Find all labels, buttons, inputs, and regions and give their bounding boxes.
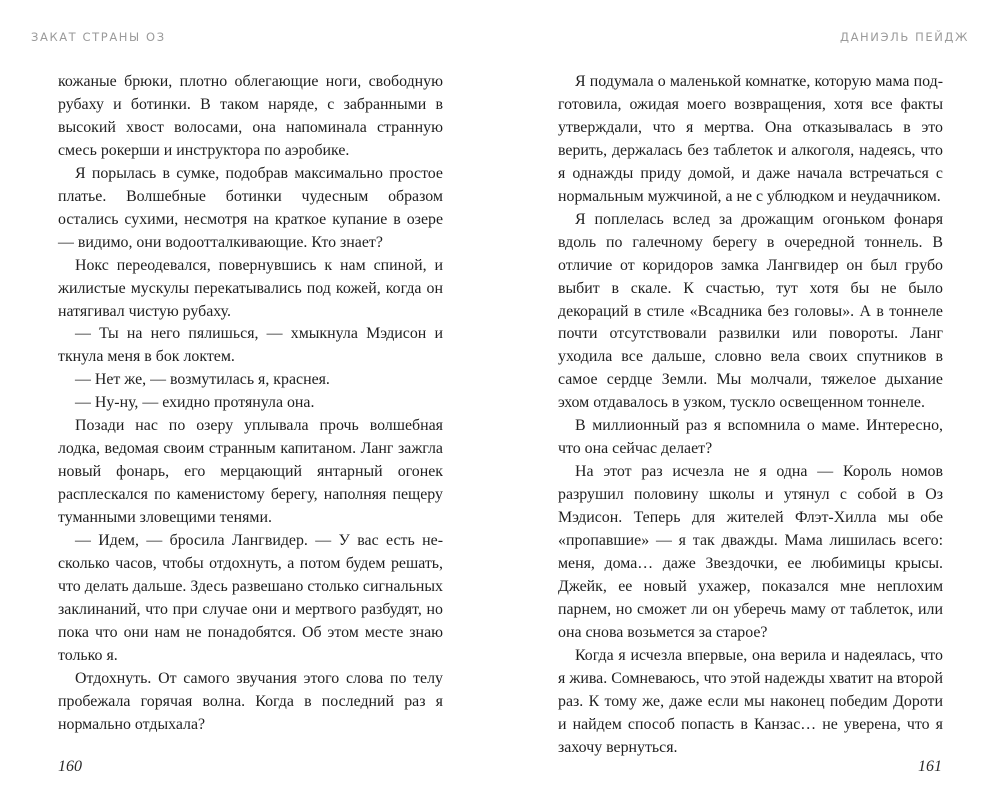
paragraph: — Ну-ну, — ехидно протянула она. (75, 394, 315, 412)
paragraph: В миллионный раз я вспомнила о маме. Интересно, что она сейчас делает? (558, 417, 943, 458)
paragraph: кожаные брюки, плотно облегающие ноги, свободную рубаху и ботинки. В таком наряде, с забранными в высокий хвост волосами, она напоминала странную смесь рокерши и инструктора по аэробике. (58, 73, 443, 159)
paragraph: На этот раз исчезла не я одна — Король номов разрушил половину школы и утянул с собой в Оз Мэдисон. Теперь для жителей Флэт-Хилла мы обе «пропавшие» — я так дважды. Мама лишилась всего: меня, дома… даже Звездочки, ее любимицы крысы. Джейк, ее новый ухажер, показался мне неплохим парнем, но сможет ли он уберечь маму от таблеток, или она снова возьмется за старое? (558, 463, 943, 641)
paragraph: Отдохнуть. От самого звучания этого слова по телу пробежала горячая волна. Когда в последний раз я нормально отдыхала? (58, 669, 443, 733)
paragraph: Я порылась в сумке, подобрав максимально простое платье. Волшебные ботинки чудесным образом остались сухими, несмотря на краткое купание в озере — видимо, они водоотталкивающие. Кто знает? (58, 164, 443, 251)
right-page (500, 0, 1000, 800)
paragraph: — Нет же, — возмутилась я, краснея. (75, 371, 330, 389)
left-page-text (58, 71, 443, 737)
left-page-number: 160 (58, 758, 82, 775)
left-running-head: ЗАКАТ СТРАНЫ ОЗ (31, 30, 166, 44)
right-page-number: 161 (918, 758, 942, 775)
right-page-text (558, 71, 943, 760)
paragraph: — Ты на него пялишься, — хмыкнула Мэдисон и ткнула меня в бок локтем. (58, 325, 443, 366)
paragraph: Позади нас по озеру уплывала прочь волшебная лодка, ведомая своим странным капитаном. Ланг зажгла новый фонарь, его мерцающий янтарный огонек расплескался по каменистому берегу, наполняя пещеру туманными зловещими тенями. (58, 417, 443, 527)
paragraph: Нокс переодевался, повернувшись к нам спиной, и жилистые мускулы перекатывались под кожей, когда он натягивал чистую рубаху. (58, 256, 443, 320)
paragraph: Я подумала о маленькой комнатке, которую мама подготовила, ожидая моего возвращения, хотя все факты утверждали, что я мертва. Она отказывалась в это верить, держалась без таблеток и алкоголя, надеясь, что я однажды приду домой, и даже начала встречаться с нормальным мужчиной, а не с ублюдком и неудачником. (558, 73, 943, 205)
paragraph: — Идем, — бросила Лангвидер. — У вас есть несколько часов, чтобы отдохнуть, а потом будем решать, что делать дальше. Здесь развешано столько сигнальных заклинаний, что при случае они и мертвого разбудят, но пока что они нам не понадобятся. Об этом месте знаю только я. (58, 532, 443, 664)
paragraph: Я поплелась вслед за дрожащим огоньком фонаря вдоль по галечному берегу в очередной тоннель. В отличие от коридоров замка Лангвидер он был грубо выбит в скале. К счастью, тут хотя бы не было декораций в стиле «Всадника без головы». А в тоннеле почти отсутствовали развилки или повороты. Ланг уходила все дальше, словно вела своих спутников в самое сердце Земли. Мы молчали, тяжелое дыхание эхом отдавалось в узком, тускло освещенном тоннеле. (558, 210, 943, 412)
right-running-head: ДАНИЭЛЬ ПЕЙДЖ (839, 30, 969, 44)
paragraph: Когда я исчезла впервые, она верила и надеялась, что я жива. Сомневаюсь, что этой надежды хватит на второй раз. К тому же, даже если мы наконец победим Дороти и найдем способ попасть в Канзас… не уверена, что я захочу вернуться. (558, 646, 943, 756)
